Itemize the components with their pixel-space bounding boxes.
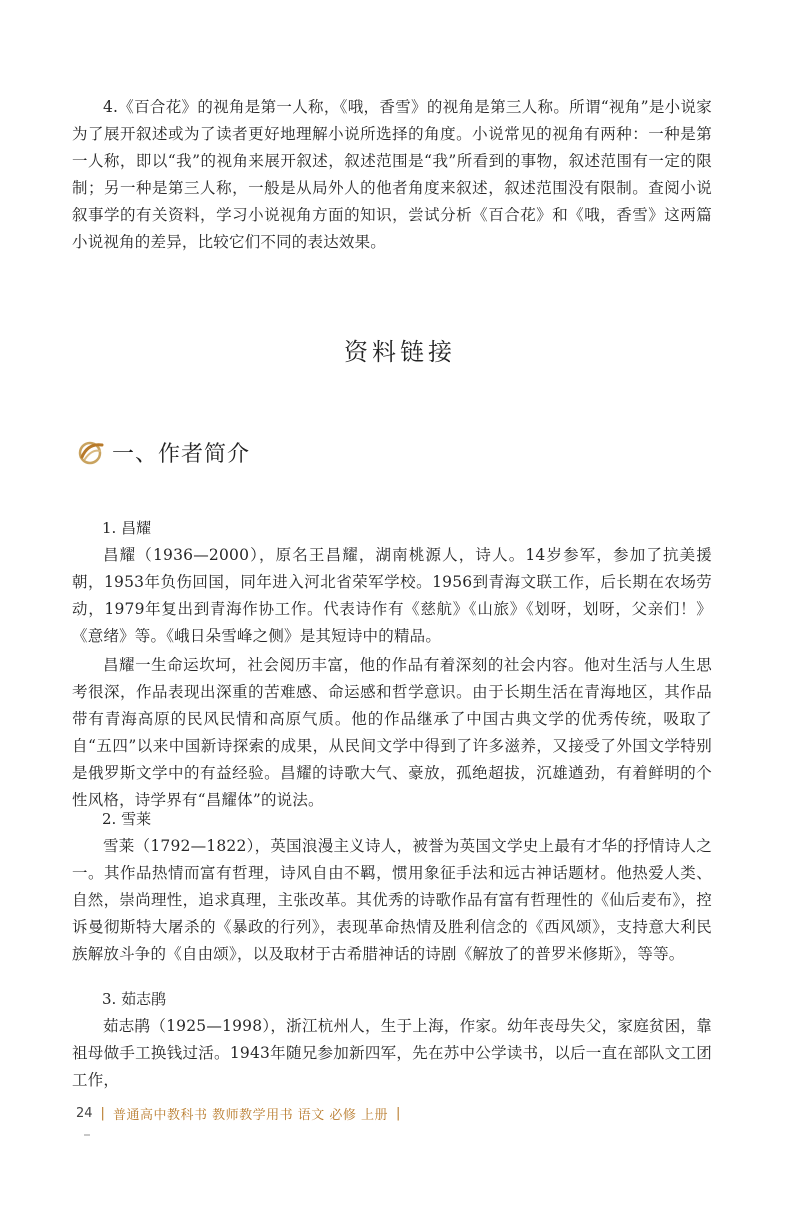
- footer-separator: |: [395, 1106, 401, 1121]
- footer-separator: |: [100, 1106, 105, 1121]
- page-footer: [76, 1104, 408, 1123]
- author-label: 1. 昌耀: [102, 519, 152, 537]
- author-paragraph: 昌耀（1936—2000），原名王昌耀，湖南桃源人，诗人。14岁参军，参加了抗美援朝，1953年负伤回国，同年进入河北省荣军学校。1956到青海文联工作，后长期在农场劳动，1979年复出到青海作协工作。代表诗作有《慈航》《山旅》《划呀，划呀，父亲们！》《意绪》等。《峨日朵雪峰之侧》是其短诗中的精品。: [72, 546, 712, 645]
- section-heading: [76, 436, 250, 468]
- section-title: 资料链接: [344, 338, 456, 366]
- question-4-paragraph: 4.《百合花》的视角是第一人称，《哦，香雪》的视角是第三人称。所谓“视角”是小说家为了展开叙述或为了读者更好地理解小说所选择的角度。小说常见的视角有两种：一种是第一人称，即以“我”的视角来展开叙述，叙述范围是“我”所看到的事物，叙述范围有一定的限制；另一种是第三人称，一般是从局外人的他者角度来叙述，叙述范围没有限制。查阅小说叙事学的有关资料，学习小说视角方面的知识，尝试分析《百合花》和《哦，香雪》这两篇小说视角的差异，比较它们不同的表达效果。: [72, 98, 712, 251]
- heading-text: 一、作者简介: [112, 441, 251, 467]
- page-number: 24: [76, 1106, 93, 1121]
- swirl-icon: [76, 437, 106, 467]
- author-paragraph: 茹志鹃（1925—1998），浙江杭州人，生于上海，作家。幼年丧母失父，家庭贫困，靠祖母做手工换钱过活。1943年随兄参加新四军，先在苏中公学读书，以后一直在部队文工团工作，: [72, 1017, 712, 1089]
- author-label: 3. 茹志鹃: [102, 990, 167, 1008]
- author-paragraph: 雪莱（1792—1822），英国浪漫主义诗人，被誉为英国文学史上最有才华的抒情诗人之一。其作品热情而富有哲理，诗风自由不羁，惯用象征手法和远古神话题材。他热爱人类、自然，崇尚理性，追求真理，主张改革。其优秀的诗歌作品有富有哲理性的《仙后麦布》，控诉曼彻斯特大屠杀的《暴政的行列》，表现革命热情及胜利信念的《西风颂》，支持意大利民族解放斗争的《自由颂》，以及取材于古希腊神话的诗剧《解放了的普罗米修斯》，等等。: [72, 837, 712, 963]
- scan-mark: [84, 1134, 90, 1136]
- author-paragraph: 昌耀一生命运坎坷，社会阅历丰富，他的作品有着深刻的社会内容。他对生活与人生思考很深，作品表现出深重的苦难感、命运感和哲学意识。由于长期生活在青海地区，其作品带有青海高原的民风民情和高原气质。他的作品继承了中国古典文学的优秀传统，吸取了自“五四”以来中国新诗探索的成果，从民间文学中得到了许多滋养，又接受了外国文学特别是俄罗斯文学中的有益经验。昌耀的诗歌大气、豪放，孤绝超拔，沉雄遒劲，有着鲜明的个性风格，诗学界有“昌耀体”的说法。: [72, 656, 712, 809]
- book-title: 普通高中教科书 教师教学用书 语文 必修 上册: [112, 1108, 388, 1123]
- author-label: 2. 雪莱: [102, 810, 152, 828]
